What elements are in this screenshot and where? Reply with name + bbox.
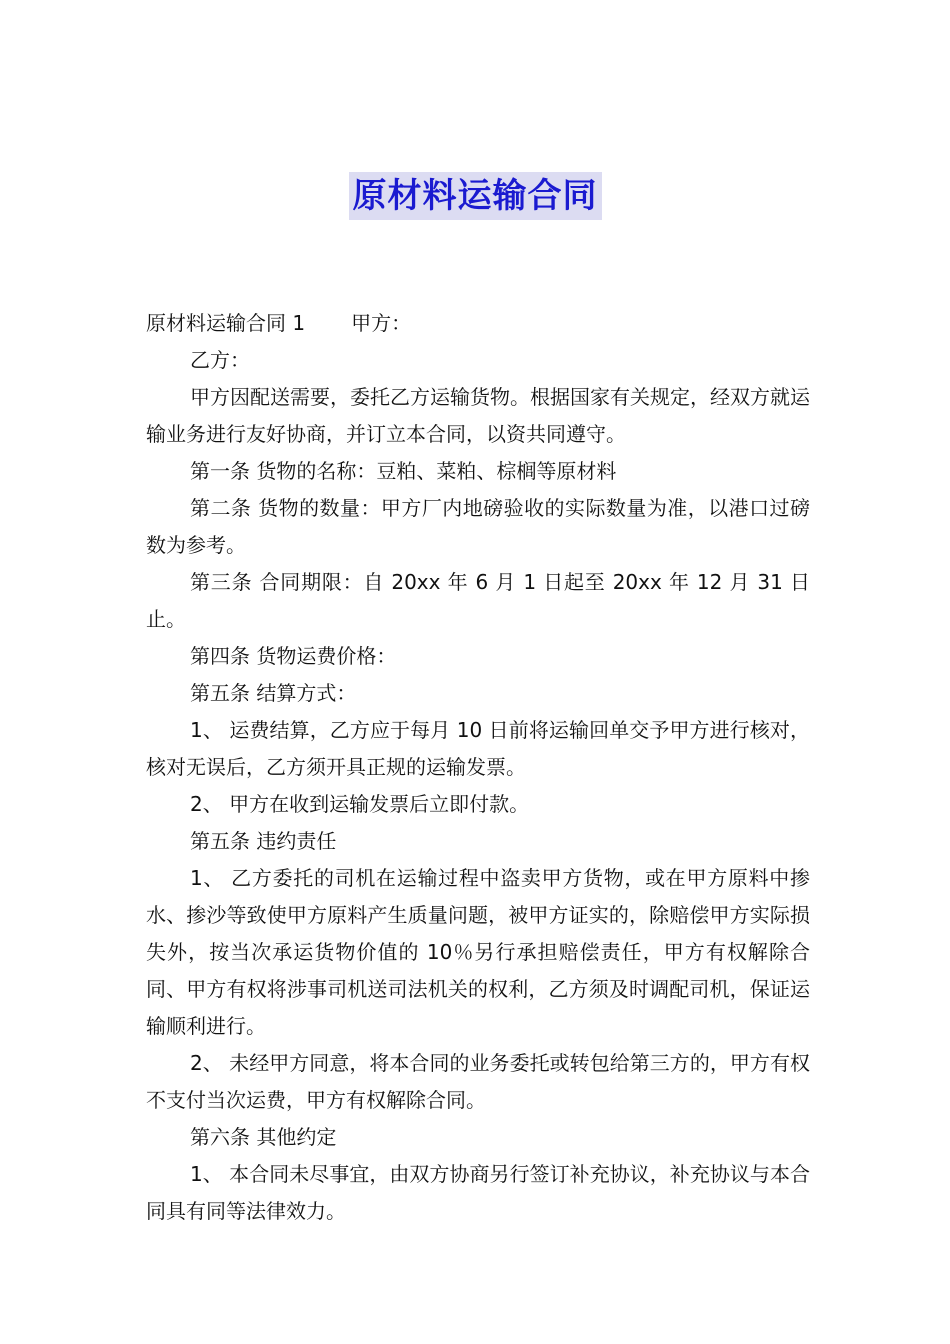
liability-item-2: 2、 未经甲方同意，将本合同的业务委托或转包给第三方的，甲方有权不支付当次运费，甲方有权解除合同。	[146, 1051, 810, 1112]
header-line	[146, 305, 810, 342]
title-container	[0, 172, 950, 220]
contract-subtitle: 原材料运输合同 1	[146, 311, 306, 335]
article-6: 第六条 其他约定	[190, 1125, 337, 1149]
preamble-paragraph: 甲方因配送需要，委托乙方运输货物。根据国家有关规定，经双方就运输业务进行友好协商，并订立本合同，以资共同遵守。	[146, 385, 810, 446]
article-5-settlement: 第五条 结算方式：	[190, 681, 357, 705]
document-body	[146, 305, 810, 1230]
article-5-liability: 第五条 违约责任	[190, 829, 337, 853]
article-4: 第四条 货物运费价格：	[190, 644, 397, 668]
liability-item-1: 1、 乙方委托的司机在运输过程中盗卖甲方货物，或在甲方原料中掺水、掺沙等致使甲方原料产生质量问题，被甲方证实的，除赔偿甲方实际损失外，按当次承运货物价值的 10％另行承担赔偿责任，甲方有权解除合同、甲方有权将涉事司机送司法机关的权利，乙方须及时调配司机，保证运输顺利进行。	[146, 866, 810, 1038]
article-2: 第二条 货物的数量：甲方厂内地磅验收的实际数量为准，以港口过磅数为参考。	[146, 496, 810, 557]
article-3: 第三条 合同期限：自 20xx 年 6 月 1 日起至 20xx 年 12 月 31 日止。	[146, 570, 810, 631]
other-item-1: 1、 本合同未尽事宜，由双方协商另行签订补充协议，补充协议与本合同具有同等法律效力。	[146, 1162, 810, 1223]
article-1: 第一条 货物的名称：豆粕、菜粕、棕榈等原材料	[190, 459, 617, 483]
settlement-item-1: 1、 运费结算，乙方应于每月 10 日前将运输回单交予甲方进行核对，核对无误后，乙方须开具正规的运输发票。	[146, 718, 810, 779]
document-title: 原材料运输合同	[349, 172, 602, 220]
settlement-item-2: 2、 甲方在收到运输发票后立即付款。	[190, 792, 530, 816]
party-a-label: 甲方：	[351, 311, 412, 335]
party-b-label: 乙方：	[190, 348, 250, 372]
